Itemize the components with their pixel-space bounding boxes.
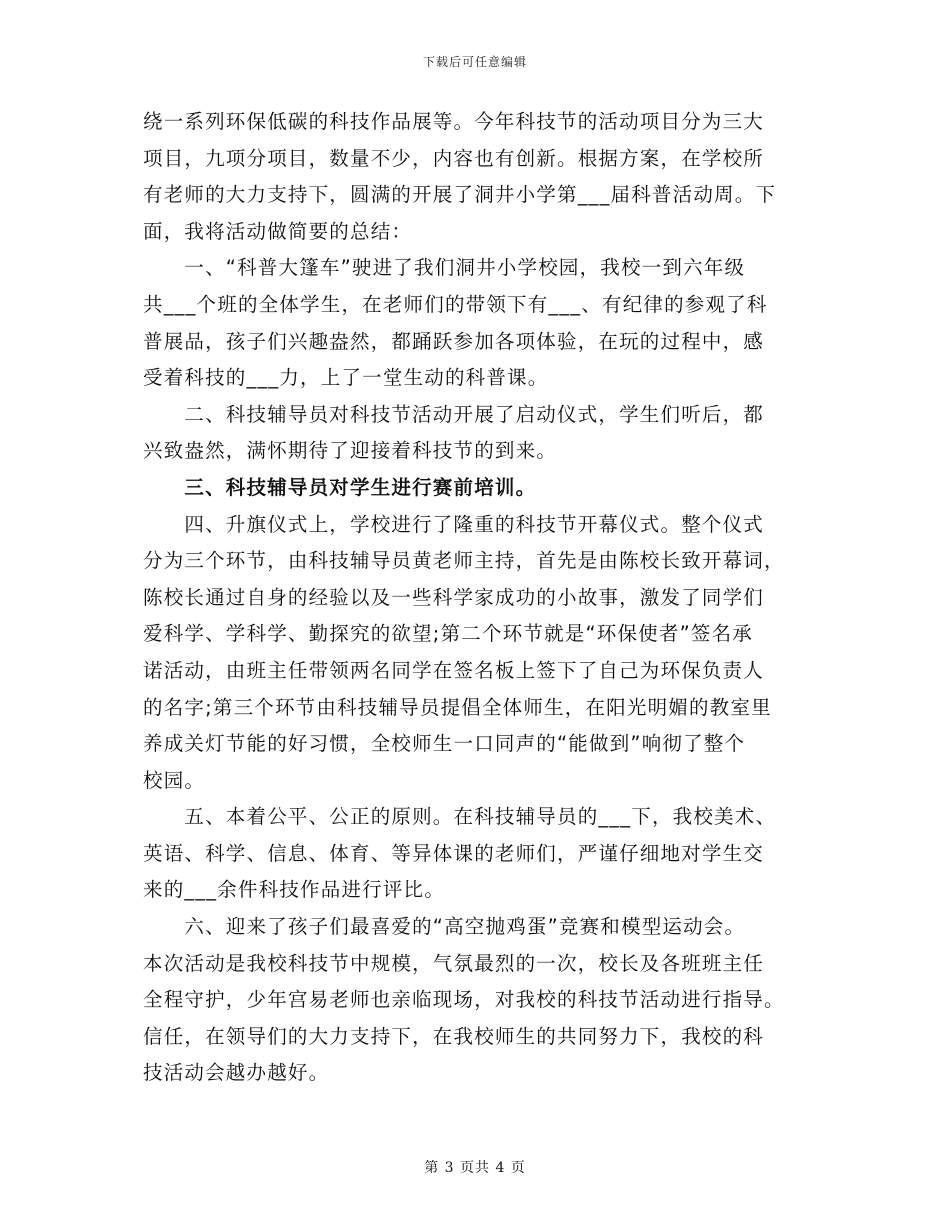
text-line: 项目，九项分项目，数量不少，内容也有创新。根据方案，在学校所 — [143, 146, 765, 170]
section-heading: 三、科技辅导员对学生进行赛前培训。 — [143, 475, 537, 499]
text-line: 四、升旗仪式上，学校进行了隆重的科技节开幕仪式。整个仪式 — [143, 512, 765, 536]
text-line: 有老师的大力支持下，圆满的开展了洞井小学第___届科普活动周。下 — [143, 183, 777, 207]
document-body — [143, 104, 811, 1092]
text-line: 二、科技辅导员对科技节活动开展了启动仪式，学生们听后，都 — [143, 402, 765, 426]
text-line: 六、迎来了孩子们最喜爱的“高空抛鸡蛋”竞赛和模型运动会。 — [143, 915, 746, 939]
text-line: 分为三个环节，由科技辅导员黄老师主持，首先是由陈校长致开幕词， — [143, 549, 785, 573]
text-line: 技活动会越办越好。 — [143, 1061, 330, 1085]
text-line: 本次活动是我校科技节中规模，气氛最烈的一次，校长及各班班主任 — [143, 951, 765, 975]
text-line: 陈校长通过自身的经验以及一些科学家成功的小故事，激发了同学们 — [143, 585, 765, 609]
text-line: 普展品，孩子们兴趣盎然，都踊跃参加各项体验，在玩的过程中，感 — [143, 329, 765, 353]
page-header: 下载后可任意编辑 — [422, 55, 527, 69]
text-line: 英语、科学、信息、体育、等异体课的老师们，严谨仔细地对学生交 — [143, 841, 765, 865]
text-line: 五、本着公平、公正的原则。在科技辅导员的___下，我校美术、 — [143, 805, 777, 829]
text-line: 来的___余件科技作品进行评比。 — [143, 878, 445, 902]
text-line: 面，我将活动做简要的总结： — [143, 219, 413, 243]
text-line: 共___个班的全体学生，在老师们的带领下有___、有纪律的参观了科 — [143, 292, 768, 316]
text-line: 诺活动，由班主任带领两名同学在签名板上签下了自己为环保负责人 — [143, 658, 765, 682]
text-line: 兴致盎然，满怀期待了迎接着科技节的到来。 — [143, 439, 558, 463]
text-line: 的名字;第三个环节由科技辅导员提倡全体师生，在阳光明媚的教室里 — [143, 695, 772, 719]
text-line: 受着科技的___力，上了一堂生动的科普课。 — [143, 366, 549, 390]
text-line: 校园。 — [143, 768, 206, 792]
text-line: 全程守护，少年宫易老师也亲临现场，对我校的科技节活动进行指导。 — [143, 988, 785, 1012]
text-line: 一、“科普大篷车”驶进了我们洞井小学校园，我校一到六年级 — [143, 256, 746, 280]
text-line: 爱科学、学科学、勤探究的欲望;第二个环节就是“环保使者”签名承 — [143, 622, 753, 646]
text-line: 信任，在领导们的大力支持下，在我校师生的共同努力下，我校的科 — [143, 1024, 765, 1048]
page-number: 第 3 页共 4 页 — [424, 1160, 526, 1176]
text-line: 绕一系列环保低碳的科技作品展等。今年科技节的活动项目分为三大 — [143, 110, 765, 133]
text-line: 养成关灯节能的好习惯，全校师生一口同声的“能做到”响彻了整个 — [143, 732, 746, 756]
